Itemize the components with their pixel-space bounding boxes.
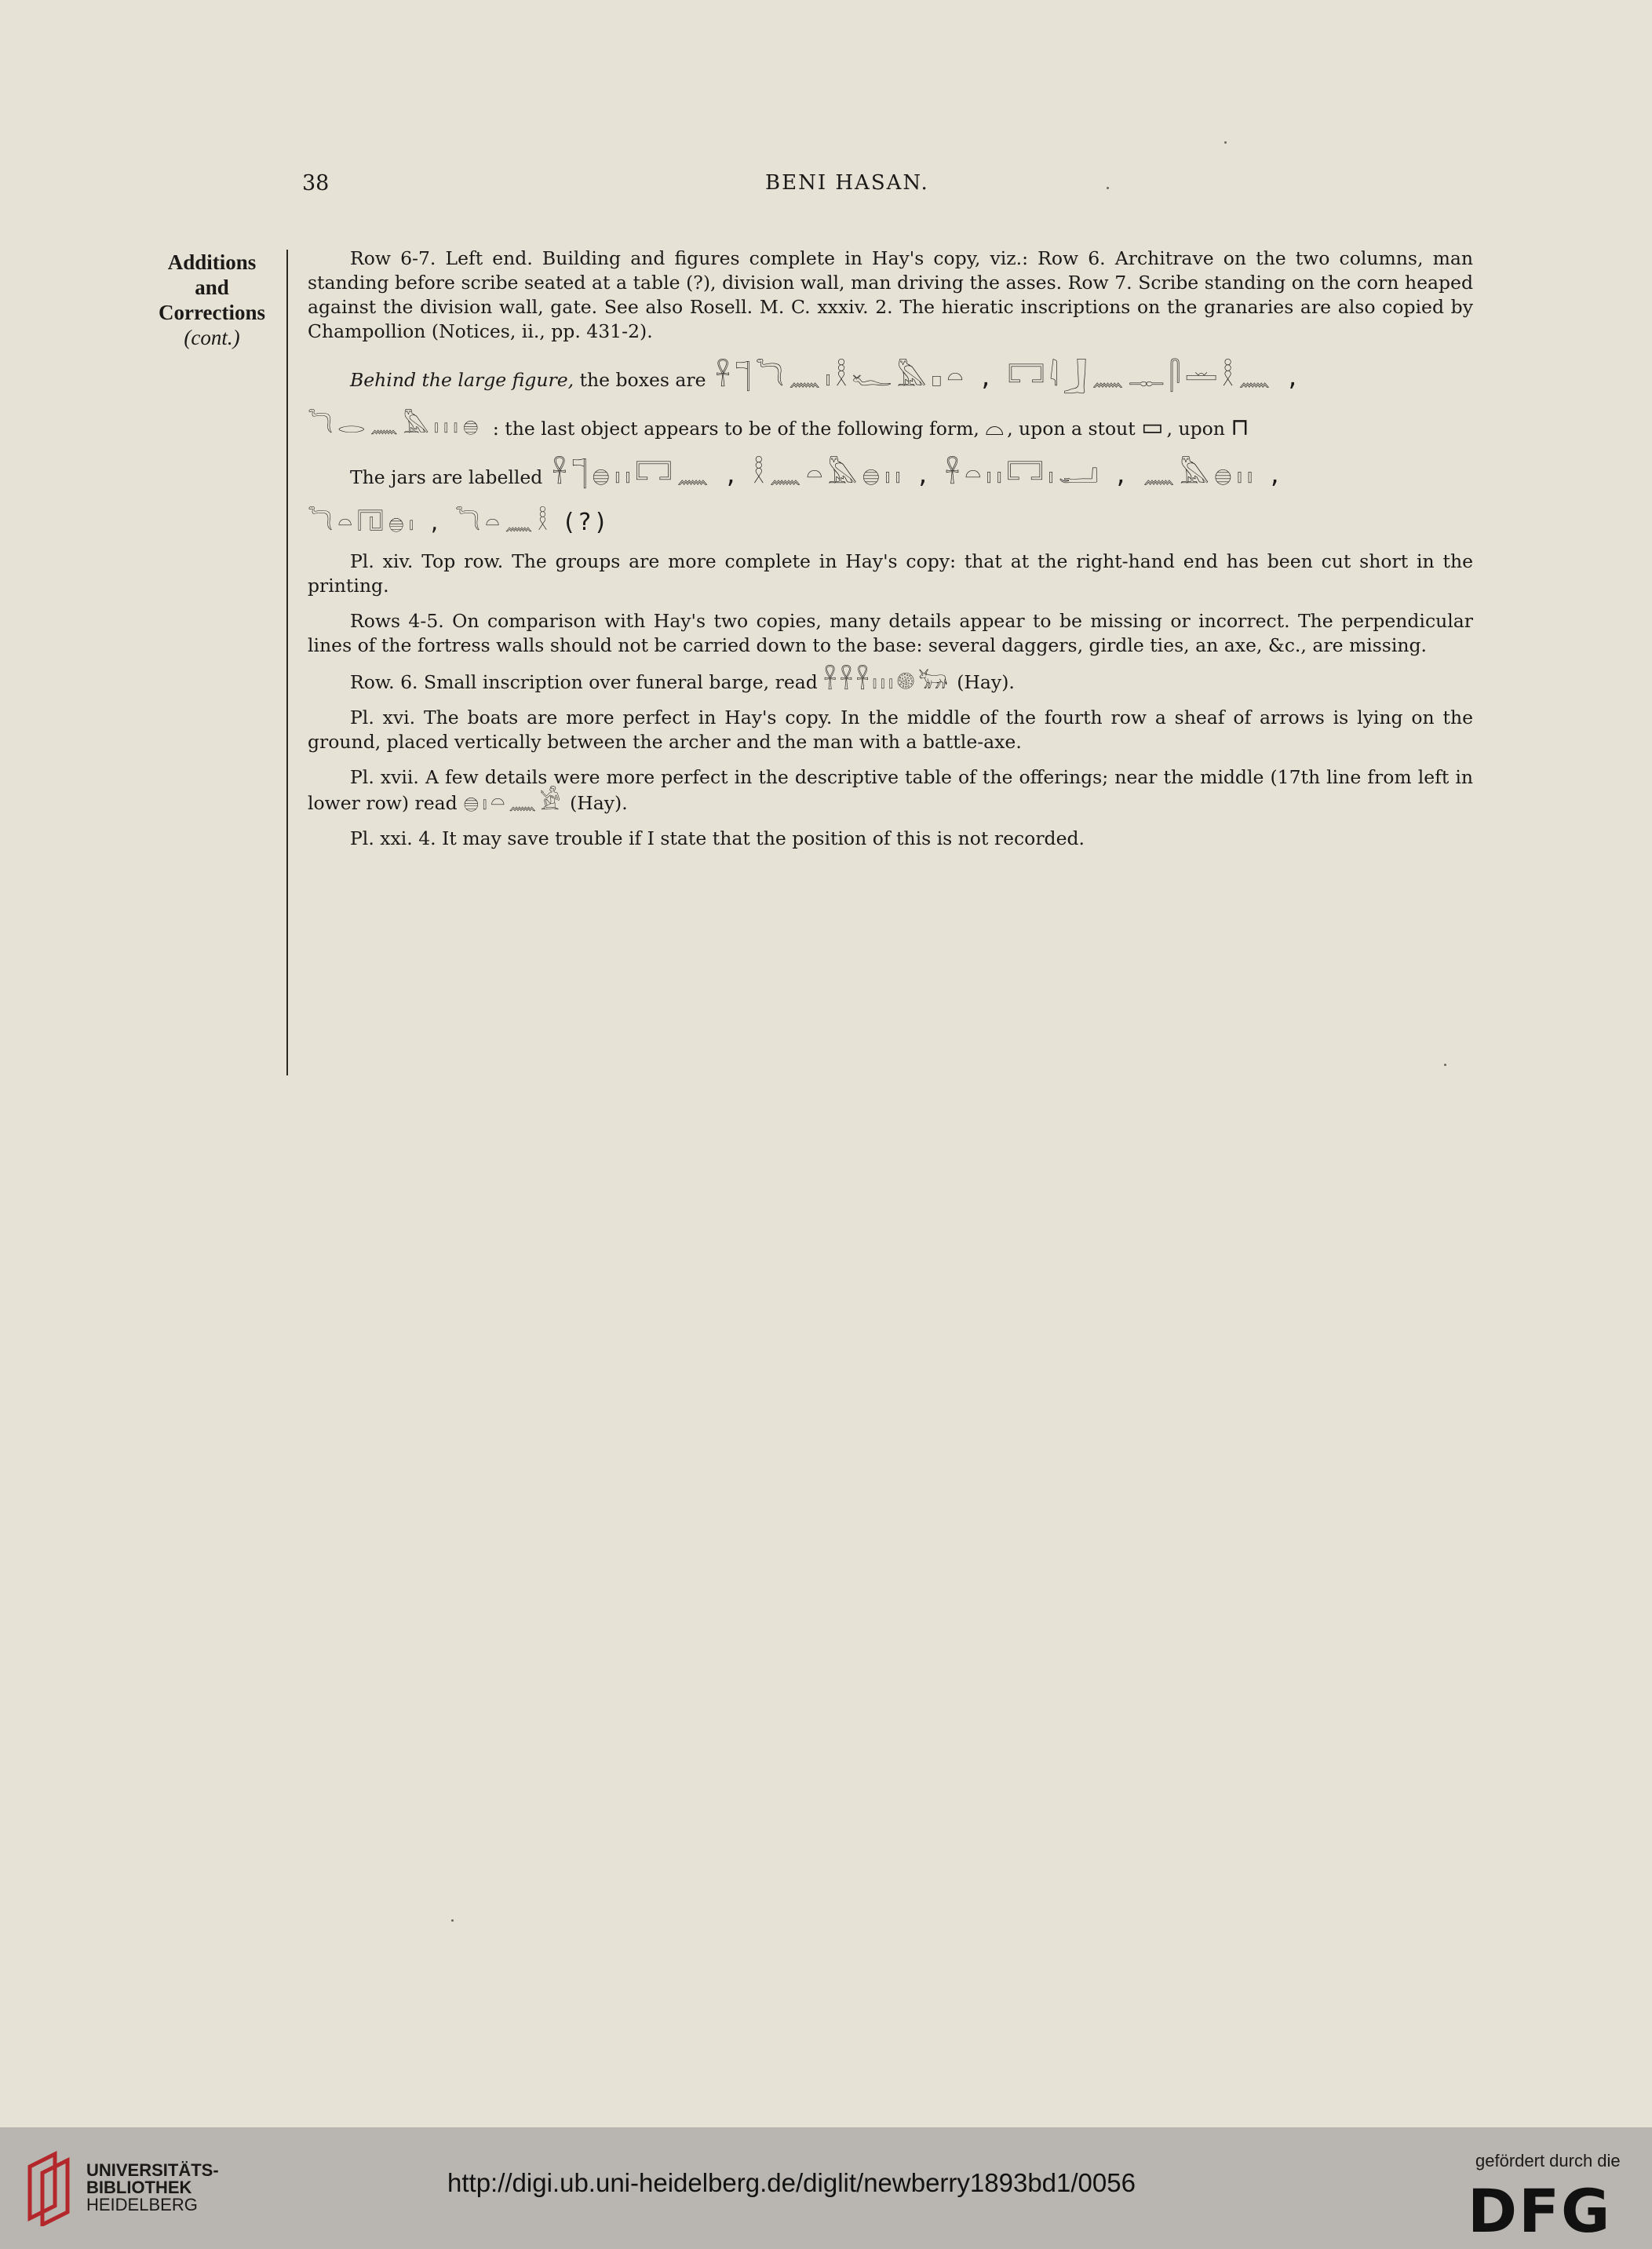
running-head: BENI HASAN. (765, 171, 929, 195)
library-line-3: HEIDELBERG (86, 2195, 198, 2214)
margin-rule (286, 250, 288, 1075)
paragraph-pl-xxi: Pl. xxi. 4. It may save trouble if I state that the position of this is not recorded. (350, 827, 1085, 849)
barge-hieroglyphs: 𓋹𓋹𓋹𓏤𓏤𓏤𓊗𓃒 (823, 667, 951, 695)
body-text (308, 246, 1473, 862)
paper-speck (1444, 1064, 1446, 1066)
dfg-logo: DFG (1468, 2176, 1612, 2246)
paragraph-pl-xvii (308, 765, 1473, 816)
side-note-line-3: Corrections (159, 301, 265, 324)
library-line-2: BIBLIOTHEK (86, 2178, 192, 2197)
boxes-hieroglyphs-2: 𓆓𓂋𓈖𓅓𓏤𓏤𓏤𓐍 (308, 411, 483, 439)
hieroglyph-line-jars (308, 452, 1473, 493)
university-library-name (86, 2162, 219, 2214)
page-header (302, 171, 1479, 203)
digitization-footer (0, 2127, 1652, 2249)
boxes-label (308, 368, 706, 396)
university-library-logo-icon (24, 2151, 77, 2226)
margin-side-note (149, 250, 275, 350)
hieroglyph-line-jars-2 (308, 501, 1473, 542)
side-note-line-4: (cont.) (184, 326, 240, 349)
offerings-tail: (Hay). (570, 792, 628, 814)
side-note-line-2: and (195, 276, 229, 299)
behind-italic: Behind the large figure, (350, 369, 574, 391)
paragraph-pl-xiv: Pl. xiv. Top row. The groups are more complete in Hay's copy: that at the right-hand end has been cut short in the printing. (308, 550, 1473, 597)
stand-shape-icon: ▭ (1141, 414, 1167, 441)
paragraph-pl-xvi: Pl. xvi. The boats are more perfect in Hay's copy. In the middle of the fourth row a sheaf of arrows is lying on the ground, placed vertically between the archer and the man with a battle-axe. (308, 706, 1473, 753)
offerings-hieroglyphs: 𓐍𓏤𓏏𓈖𓀀 (463, 788, 564, 816)
paragraph-row-6-barge (308, 669, 1473, 695)
upon-stout-phrase: , upon a stout (1007, 418, 1136, 440)
boxes-hieroglyphs: 𓋹𓊹𓆓𓈖𓏤𓎛𓆑𓅓𓊪𓏏 , 𓉐𓇋𓃀𓈖𓊃𓋴𓏛𓎛𓈖 , (715, 361, 1302, 392)
hieroglyph-line-boxes (308, 355, 1473, 396)
library-line-1: UNIVERSITÄTS- (86, 2160, 219, 2180)
paragraph-rows-4-5: Rows 4-5. On comparison with Hay's two copies, many details appear to be missing or incorrect. The perpendicular lines of the fortress walls should not be carried down to the base: several daggers, girdle ties, an axe, &c., are missing. (308, 610, 1473, 656)
side-note-line-1: Additions (167, 250, 257, 274)
jars-label: The jars are labelled (350, 466, 543, 488)
funding-caption: gefördert durch die (1475, 2151, 1621, 2171)
barge-tail: (Hay). (957, 671, 1015, 693)
paper-speck (1224, 141, 1227, 144)
paragraph-row-6-7: Row 6-7. Left end. Building and figures complete in Hay's copy, viz.: Row 6. Architrave on the two columns, man standing before scribe seated at a table (?), division wall, man driving the asses. Row 7. Scribe standing on the corn heaped against the division wall, gate. See also Rosell. M. C. xxxiv. 2. The hieratic inscriptions on the granaries are also copied by Champollion (Notices, ii., pp. 431-2). (308, 247, 1473, 342)
dome-shape-icon: ⌓ (985, 414, 1008, 441)
paper-speck (1107, 187, 1109, 189)
page-number: 38 (302, 171, 330, 195)
jars-hieroglyphs: 𓋹𓊹𓐍𓏤𓏤𓉐𓈖 , 𓎛𓈖𓏏𓅓𓐍𓏤𓏤 , 𓋹𓏏𓏤𓏤𓉐𓏤𓂝 , 𓈖𓅓𓐍𓏤𓏤 , (552, 458, 1284, 490)
frame-shape-icon: ⊓ (1231, 414, 1253, 441)
barge-text: Row. 6. Small inscription over funeral barge, read (350, 671, 818, 693)
jars-hieroglyphs-2: 𓆓𓏏𓉔𓐍𓏤 , 𓆓𓏏𓈖𓎛 (?) (308, 509, 610, 536)
permalink-url[interactable]: http://digi.ub.uni-heidelberg.de/diglit/newberry1893bd1/0056 (447, 2168, 1136, 2197)
offerings-text: Pl. xvii. A few details were more perfect in the descriptive table of the offerings; near the middle (17th line from left in lower row) read (308, 766, 1473, 814)
upon-phrase: , upon (1166, 418, 1225, 440)
paper-speck (451, 1919, 454, 1922)
last-object-text (493, 415, 1253, 444)
last-object-phrase: : the last object appears to be of the following form, (492, 418, 979, 440)
behind-rest: the boxes are (579, 369, 706, 391)
hieroglyph-line-last-object (308, 403, 1473, 444)
